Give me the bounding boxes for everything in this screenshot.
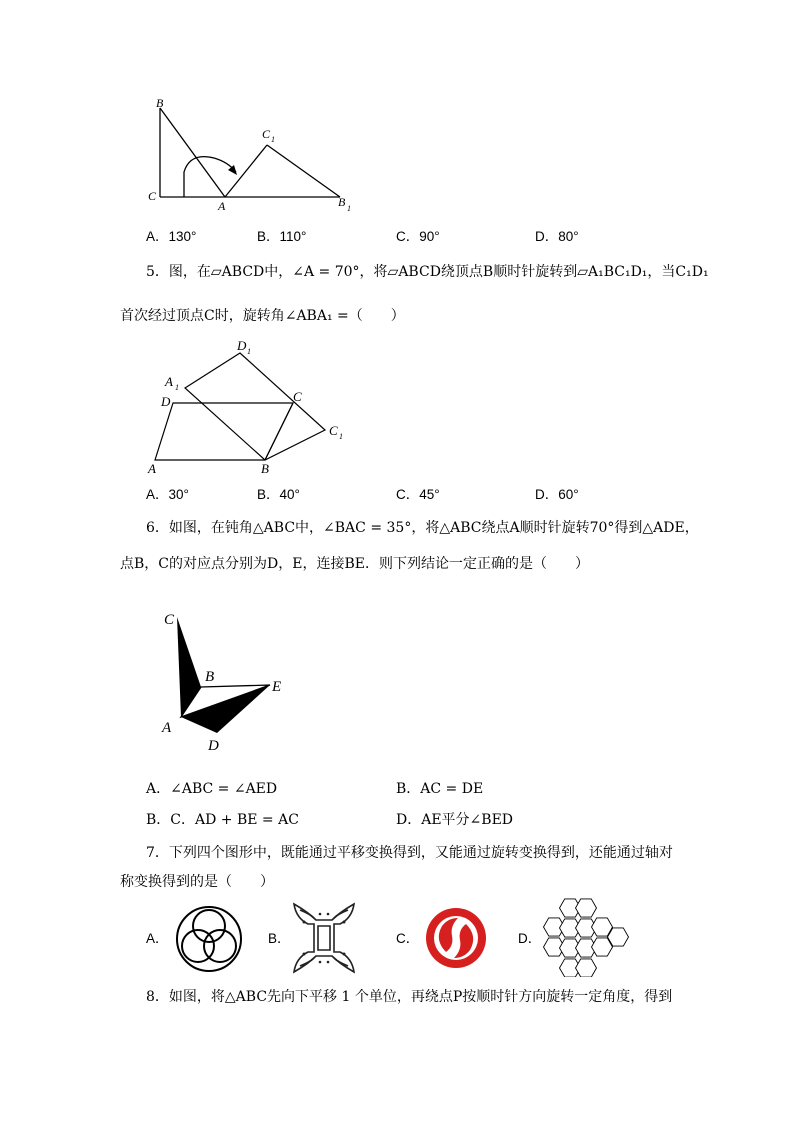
three-circles-icon [174,904,244,974]
q5-label-A1: A [165,374,173,389]
q7-option-d-label: D． [518,931,542,946]
q5-label-B: B [261,461,269,476]
q5-label-D1-sub: 1 [247,347,251,356]
q4-option-d: D．80° [535,229,579,244]
q5-label-A: A [148,461,156,476]
q4-label-C1: C [262,127,271,141]
dongfeng-logo-icon [424,906,488,970]
q5-label-C: C [293,389,302,404]
q7-option-b-label: B． [268,931,291,946]
q4-label-C1-sub: 1 [271,135,275,144]
q6-question-line1: 6．如图，在钝角△ABC中，∠BAC = 35°，将△ABC绕点A顺时针旋转70°得到△ADE， [146,520,699,536]
q7-question-line1: 7．下列四个图形中，既能通过平移变换得到，又能通过旋转变换得到，还能通过轴对 [146,845,673,861]
q6-option-c: B．C．AD + BE = AC [146,812,299,828]
q4-option-a: A．130° [146,229,197,244]
q6-label-E: E [272,679,282,695]
q4-label-B1: B [338,195,346,209]
q7-option-a-label: A． [146,931,169,946]
q5-label-D: D [161,394,171,409]
hexagon-cluster-icon [540,897,630,977]
q5-label-C1: C [329,423,338,438]
q5-figure [145,335,365,480]
q5-option-c: C．45° [396,487,440,502]
hexagon-cell [576,959,597,977]
q7-option-c-label: C． [396,931,420,946]
q7-question-line2: 称变换得到的是（ ） [120,874,274,890]
q5-label-D1: D [237,338,247,353]
q6-option-b: B．AC = DE [396,781,484,797]
q5-question-line1: 5．图，在▱ABCD中，∠A = 70°，将▱ABCD绕顶点B顺时针旋转到▱A₁BC₁D₁，当C₁D₁ [146,264,709,280]
q4-figure [140,90,370,220]
q4-option-c: C．90° [396,229,440,244]
q6-label-D: D [208,738,219,754]
q6-label-B: B [205,669,215,685]
q8-question-line1: 8．如图，将△ABC先向下平移 1 个单位，再绕点P按顺时针方向旋转一定角度，得到 [146,989,673,1005]
q5-question-line2: 首次经过顶点C时，旋转角∠ABA₁ =（ ） [120,308,405,324]
q4-label-B1-sub: 1 [347,204,351,213]
ornament-icon [290,900,358,976]
q6-option-d: D．AE平分∠BED [396,812,514,828]
q4-label-C: C [148,189,157,203]
hexagon-cell [576,899,597,917]
q5-option-a: A．30° [146,487,189,502]
q4-label-B: B [156,96,164,110]
q5-label-A1-sub: 1 [175,383,179,392]
q6-question-line2: 点B，C的对应点分别为D，E，连接BE．则下列结论一定正确的是（ ） [120,556,589,572]
q6-label-A: A [162,720,172,736]
q5-option-d: D．60° [535,487,579,502]
q4-option-b: B．110° [257,229,307,244]
q5-option-b: B．40° [257,487,300,502]
q5-label-C1-sub: 1 [339,432,343,441]
q4-label-A: A [218,199,226,213]
q6-figure [155,605,305,755]
q6-label-C: C [164,612,175,628]
q6-option-a: A．∠ABC = ∠AED [146,781,278,797]
